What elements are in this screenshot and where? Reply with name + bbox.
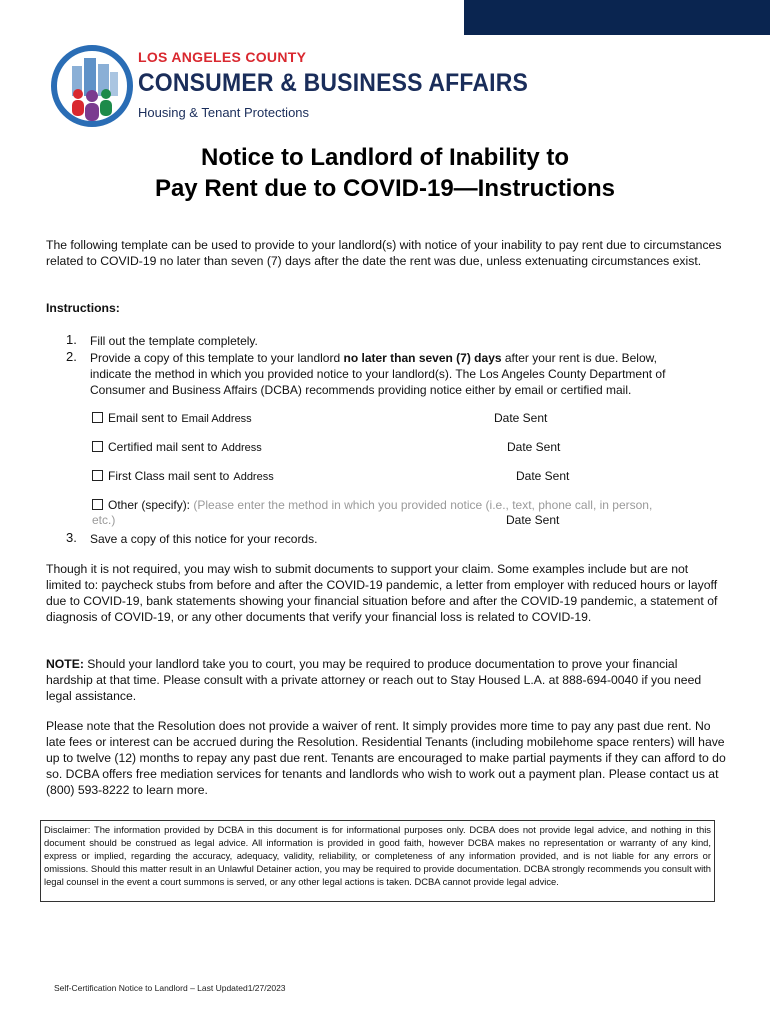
logo-county-text: LOS ANGELES COUNTY [138,49,307,65]
method-other[interactable] [92,497,652,513]
title-line-1: Notice to Landlord of Inability to [201,144,569,171]
email-address-field[interactable]: Email Address [181,413,252,425]
logo-subtitle: Housing & Tenant Protections [138,105,310,120]
checkbox-icon[interactable] [92,470,103,481]
top-banner-bar [464,0,770,35]
checkbox-icon[interactable] [92,499,103,510]
certified-date-sent[interactable]: Date Sent [507,440,561,454]
step-text: Fill out the template completely. [90,334,258,348]
email-date-sent[interactable]: Date Sent [494,411,548,425]
other-method-field-cont[interactable]: etc.) [92,513,116,527]
page-title [0,142,770,204]
checkbox-icon[interactable] [92,412,103,423]
method-email-label: Email sent to [108,411,178,425]
step-text: Save a copy of this notice for your records. [90,532,318,546]
resolution-paragraph: Please note that the Resolution does not provide a waiver of rent. It simply provides more time to pay any past due rent. No late fees or interest can be accrued during the Resolution. Residential Tenants (including mobilehome space renters) will have up to twelve (12) months to repay any past due rent. Tenants are encouraged to make partial payments if they can afford to do so. DCBA offers free mediation services for tenants and landlords who wish to work out a payment plan. Please contact us at (800) 593-8222 to learn more. [46,719,726,797]
other-method-field[interactable]: (Please enter the method in which you provided notice (i.e., text, phone call, in person, [193,498,653,512]
method-other-label: Other (specify): [108,498,191,512]
checkbox-icon[interactable] [92,441,103,452]
other-date-sent[interactable]: Date Sent [506,513,560,527]
instructions-heading: Instructions: [46,301,120,315]
method-first-class-label: First Class mail sent to [108,469,230,483]
first-class-date-sent[interactable]: Date Sent [516,469,570,483]
disclaimer-box: Disclaimer: The information provided by DCBA in this document is for informational purposes only. DCBA does not provide legal advice, and nothing in this document should be construed as legal advice. All information is provided in good faith, however DCBA makes no representation or warranty of any kind, express or implied, regarding the accuracy, adequacy, validity, reliability, or completeness of any information provided, and is not liable for any errors or omissions. Should this matter result in an Unlawful Detainer action, you may be required to provide documentation. DCBA strongly recommends you consult with legal counsel in the event a court summons is served, or any other legal actions is taken. DCBA cannot provide legal advice. [40,820,715,902]
step-number: 1. [66,332,77,347]
method-first-class-mail[interactable] [92,468,274,485]
documents-paragraph: Though it is not required, you may wish to submit documents to support your claim. Some examples include but are not limited to: paycheck stubs from before and after the COVID-19 pandemic, a letter from employer with reduced hours or layoff due to COVID-19, bank statements showing your financial situation before and after the COVID-19 pandemic, a statement of diagnosis of COVID-19, or any other documents that verify your financial loss is related to COVID-19. [46,562,718,624]
intro-paragraph: The following template can be used to provide to your landlord(s) with notice of your inability to pay rent due to circumstances related to COVID-19 no later than seven (7) days after the date the rent was due, unless extenuating circumstances exist. [46,238,722,268]
method-certified-mail[interactable] [92,439,262,456]
step-number: 2. [66,349,77,364]
method-email[interactable] [92,410,252,427]
note-paragraph [46,656,726,704]
method-certified-label: Certified mail sent to [108,440,218,454]
first-class-address-field[interactable]: Address [233,471,274,483]
dcba-emblem-icon [50,44,134,128]
title-line-2: Pay Rent due to COVID-19—Instructions [154,175,616,202]
note-label: NOTE: [46,657,84,671]
logo-org-text: CONSUMER & BUSINESS AFFAIRS [138,69,529,97]
dcba-logo [50,44,529,130]
certified-address-field[interactable]: Address [221,442,262,454]
step-text: Provide a copy of this template to your landlord no later than seven (7) days after your rent is due. Below, indicate the method in which you provided notice to your landlord(s). The Los Angeles County Department of Consumer and Business Affairs (DCBA) recommends providing notice either by email or certified mail. [90,351,666,397]
page-footer: Self-Certification Notice to Landlord – Last Updated1/27/2023 [54,983,286,993]
note-text: Should your landlord take you to court, you may be required to produce documentation to prove your financial hardship at that time. Please consult with a private attorney or reach out to Stay Housed L.A. at 888-694-0040 if you need legal assistance. [46,657,702,703]
deadline-emphasis: no later than seven (7) days [343,351,502,365]
step-number: 3. [66,530,77,545]
